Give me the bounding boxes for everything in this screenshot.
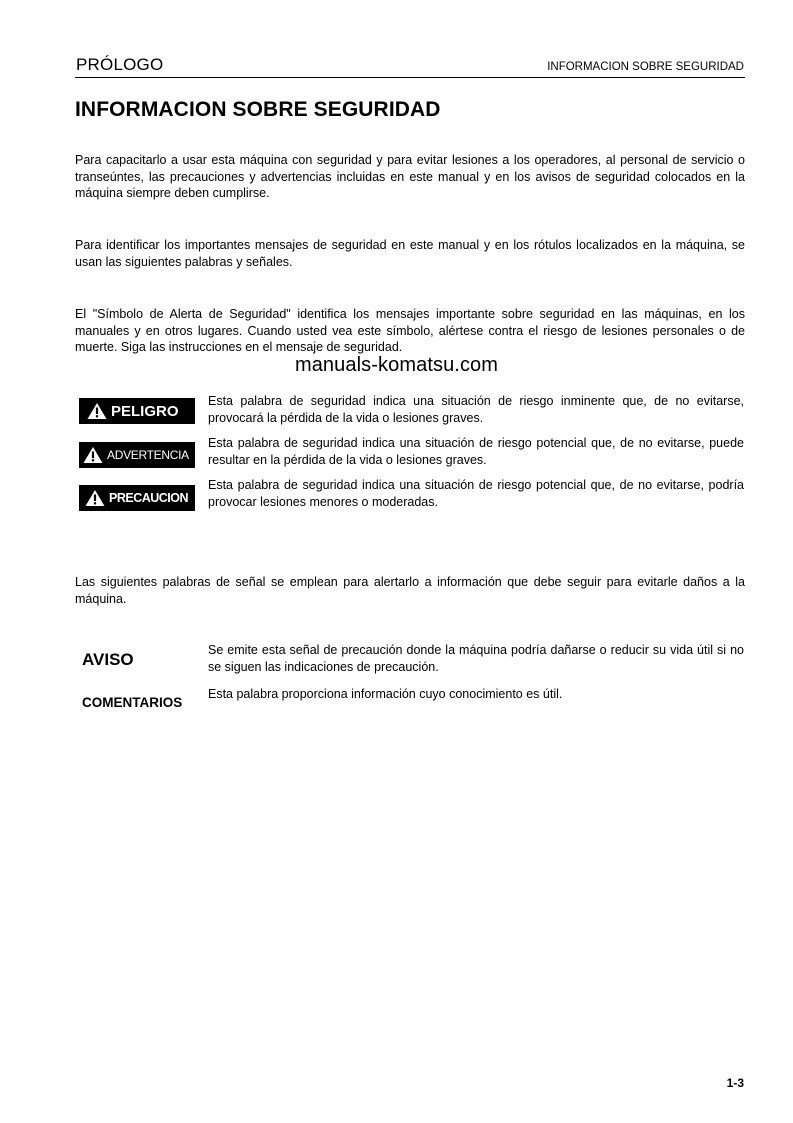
header-chapter: INFORMACION SOBRE SEGURIDAD [547,61,744,73]
notice-description-aviso: Se emite esta señal de precaución donde la máquina podría dañarse o reducir su vida útil si no se siguen las indicaciones de precaución. [208,643,744,674]
alert-symbol-paragraph: El "Símbolo de Alerta de Seguridad" identifica los mensajes importante sobre seguridad en las máquinas, en los manuales y en otros lugares. Cuando usted vea este símbolo, alértese contra el riesgo de lesiones personales o de muerte. Siga las instrucciones en el mensaje de seguridad. [75,307,745,355]
signal-description-advertencia: Esta palabra de seguridad indica una situación de riesgo potencial que, de no evitarse, puede resultar en la pérdida de la vida o lesiones graves. [208,436,744,467]
signal-description-precaucion: Esta palabra de seguridad indica una situación de riesgo potencial que, de no evitarse, podría provocar lesiones menores o moderadas. [208,478,744,509]
intro-paragraph: Para capacitarlo a usar esta máquina con seguridad y para evitar lesiones a los operadores, al personal de servicio o transeúntes, las precauciones y advertencias incluidas en este manual y en los avisos de seguridad colocados en la máquina siempre deben cumplirse. [75,153,745,201]
identification-paragraph: Para identificar los importantes mensajes de seguridad en este manual y en los rótulos localizados en la máquina, se usan las siguientes palabras y señales. [75,238,745,269]
watermark: manuals-komatsu.com [294,354,499,376]
notice-word-comentarios: COMENTARIOS [82,695,183,710]
page-title: INFORMACION SOBRE SEGURIDAD [75,98,441,121]
property-damage-paragraph: Las siguientes palabras de señal se emplean para alertarlo a información que debe seguir para evitarle daños a la máquina. [75,575,745,606]
notice-word-aviso: AVISO [82,650,134,669]
warning-triangle-icon [83,446,103,464]
header-section: PRÓLOGO [76,55,164,74]
signal-label-peligro [79,398,195,424]
signal-label-advertencia [79,442,195,468]
page-number: 1-3 [726,1076,744,1090]
signal-description-peligro: Esta palabra de seguridad indica una situación de riesgo inminente que, de no evitarse, provocará la pérdida de la vida o lesiones graves. [208,394,744,425]
header-divider [75,77,745,78]
notice-description-comentarios: Esta palabra proporciona información cuyo conocimiento es útil. [208,687,563,701]
signal-label-precaucion [79,485,195,511]
signal-label-text: ADVERTENCIA [107,448,189,462]
signal-label-text: PELIGRO [111,402,179,420]
warning-triangle-icon [85,489,105,507]
signal-label-text: PRECAUCION [109,490,189,505]
warning-triangle-icon [87,402,107,420]
